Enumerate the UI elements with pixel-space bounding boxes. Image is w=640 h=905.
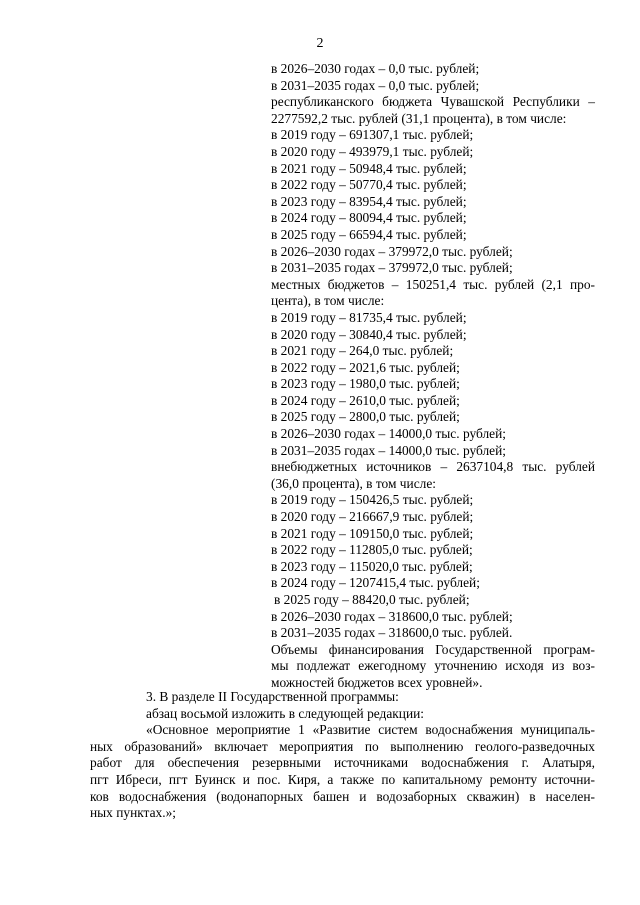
financing-note-line: мы подлежат ежегодному уточнению исходя из воз-: [271, 658, 595, 674]
financing-line: в 2026–2030 годах – 0,0 тыс. рублей;: [271, 61, 480, 76]
financing-line: в 2026–2030 годах – 14000,0 тыс. рублей;: [271, 426, 506, 442]
financing-line: местных бюджетов – 150251,4 тыс. рублей (2,1 про-: [271, 276, 595, 292]
financing-line: в 2025 году – 88420,0 тыс. рублей;: [274, 592, 470, 607]
financing-line: (36,0 процента), в том числе:: [271, 475, 436, 491]
financing-line: в 2031–2035 годах – 379972,0 тыс. рублей;: [271, 260, 513, 276]
financing-line: в 2022 году – 2021,6 тыс. рублей;: [271, 359, 460, 375]
financing-line: республиканского бюджета Чувашской Республики –: [271, 94, 595, 110]
financing-line: в 2022 году – 112805,0 тыс. рублей;: [271, 542, 473, 558]
financing-line: в 2023 году – 83954,4 тыс. рублей;: [271, 193, 467, 209]
financing-note-line: Объемы финансирования Государственной програм-: [271, 641, 595, 657]
financing-line: в 2021 году – 264,0 тыс. рублей;: [271, 343, 454, 359]
page-number: 2: [316, 36, 324, 51]
financing-line: в 2031–2035 годах – 318600,0 тыс. рублей.: [271, 625, 513, 641]
financing-line: в 2019 году – 81735,4 тыс. рублей;: [271, 309, 467, 325]
financing-line: в 2021 году – 50948,4 тыс. рублей;: [271, 160, 467, 176]
financing-line: в 2019 году – 150426,5 тыс. рублей;: [271, 492, 474, 508]
financing-list: [271, 61, 595, 692]
quoted-line: ков водоснабжения (водонапорных башен и водозаборных скважин) в населен-: [90, 788, 595, 804]
financing-line: в 2020 году – 216667,9 тыс. рублей;: [271, 509, 474, 525]
financing-line: в 2031–2035 годах – 0,0 тыс. рублей;: [271, 77, 480, 93]
financing-line: в 2019 году – 691307,1 тыс. рублей;: [271, 127, 474, 143]
financing-line: в 2024 году – 80094,4 тыс. рублей;: [271, 210, 467, 226]
financing-line: в 2031–2035 годах – 14000,0 тыс. рублей;: [271, 442, 506, 458]
financing-line: в 2023 году – 115020,0 тыс. рублей;: [271, 558, 473, 574]
quoted-line: работ для обеспечения резервными источниками водоснабжения г. Алатыря,: [90, 755, 595, 771]
financing-line: в 2026–2030 годах – 318600,0 тыс. рублей;: [271, 608, 513, 624]
financing-line: в 2024 году – 2610,0 тыс. рублей;: [271, 392, 460, 408]
quoted-line: ных образований» включает мероприятия по выполнению геолого-разведочных: [90, 738, 595, 754]
financing-line: в 2026–2030 годах – 379972,0 тыс. рублей;: [271, 243, 513, 259]
section-3: [90, 689, 595, 822]
quoted-line: пгт Ибреси, пгт Буинск и пос. Киря, а также по капитальному ремонту источни-: [90, 771, 595, 787]
financing-line: в 2025 году – 2800,0 тыс. рублей;: [271, 409, 460, 425]
financing-line: в 2021 году – 109150,0 тыс. рублей;: [271, 525, 474, 541]
financing-line: цента), в том числе:: [271, 293, 385, 309]
section-3-instruction: абзац восьмой изложить в следующей редакции:: [146, 705, 425, 721]
financing-line: внебюджетных источников – 2637104,8 тыс. рублей: [271, 459, 595, 475]
quoted-line: «Основное мероприятие 1 «Развитие систем водоснабжения муниципаль-: [146, 722, 595, 738]
financing-line: в 2023 году – 1980,0 тыс. рублей;: [271, 376, 460, 392]
section-3-heading: 3. В разделе II Государственной программы:: [146, 689, 399, 704]
financing-line: в 2022 году – 50770,4 тыс. рублей;: [271, 177, 467, 193]
financing-line: в 2025 году – 66594,4 тыс. рублей;: [271, 226, 467, 242]
financing-line: в 2024 году – 1207415,4 тыс. рублей;: [271, 575, 480, 591]
financing-line: в 2020 году – 493979,1 тыс. рублей;: [271, 143, 474, 159]
quoted-paragraph: [90, 722, 595, 822]
financing-note-line: можностей бюджетов всех уровней».: [271, 674, 483, 690]
financing-line: в 2020 году – 30840,4 тыс. рублей;: [271, 326, 467, 342]
financing-line: 2277592,2 тыс. рублей (31,1 процента), в том числе:: [271, 110, 567, 126]
quoted-line: ных пунктах.»;: [90, 805, 176, 821]
